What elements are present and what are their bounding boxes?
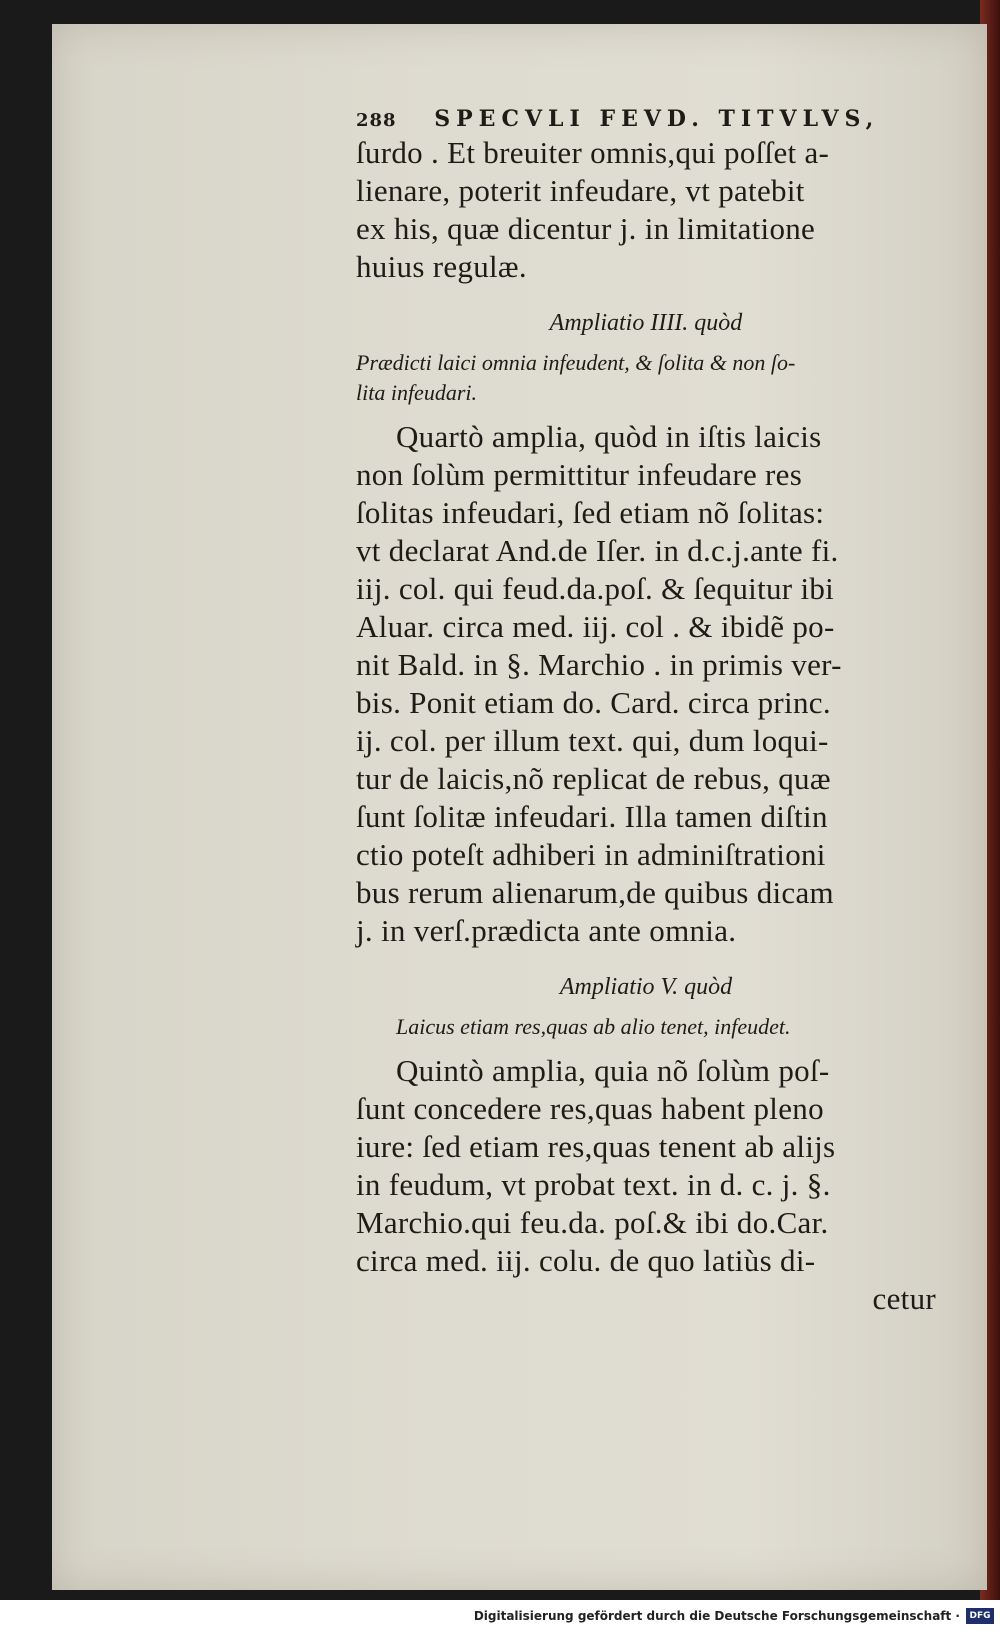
section-body xyxy=(356,1052,936,1318)
text-line: ſolitas infeudari, ſed etiam nõ ſolitas: xyxy=(356,495,825,530)
dfg-logo-icon: DFG xyxy=(966,1608,994,1624)
text-line: nit Bald. in §. Marchio . in primis ver- xyxy=(356,647,842,682)
text-line: ctio poteſt adhiberi in adminiſtrationi xyxy=(356,837,826,872)
section-heading: Ampliatio IIII. quòd xyxy=(549,310,743,336)
text-line: Quartò amplia, quòd in iſtis laicis xyxy=(396,419,822,454)
text-line: bus rerum alienarum,de quibus dicam xyxy=(356,875,834,910)
running-title: SPECVLI FEVD. TITVLVS, xyxy=(434,106,880,132)
funding-credit: Digitalisierung gefördert durch die Deutsche Forschungsgemeinschaft · xyxy=(473,1609,960,1623)
text-line: Marchio.qui feu.da. poſ.& ibi do.Car. xyxy=(356,1205,829,1240)
text-line: ex his, quæ dicentur j. in limitatione xyxy=(356,211,816,246)
page-text xyxy=(356,104,936,1318)
text-line: non ſolùm permittitur infeudare res xyxy=(356,457,803,492)
summary-line: Prædicti laici omnia infeudent, & ſolita & non ſo- xyxy=(356,350,796,375)
text-line: circa med. iij. colu. de quo latiùs di- xyxy=(356,1243,816,1278)
text-line: Quintò amplia, quia nõ ſolùm poſ- xyxy=(396,1053,830,1088)
summary-line: lita infeudari. xyxy=(356,380,477,405)
text-line: huius regulæ. xyxy=(356,249,527,284)
summary-line: Laicus etiam res,quas ab alio tenet, infeudet. xyxy=(396,1014,791,1039)
text-line: tur de laicis,nõ replicat de rebus, quæ xyxy=(356,761,831,796)
section-body xyxy=(356,418,936,950)
text-line: vt declarat And.de Iſer. in d.c.j.ante fi. xyxy=(356,533,839,568)
section-summary xyxy=(356,1012,936,1042)
digitization-footer xyxy=(0,1600,1000,1634)
running-header xyxy=(356,104,936,134)
text-line: iij. col. qui feud.da.poſ. & ſequitur ibi xyxy=(356,571,835,606)
section-heading: Ampliatio V. quòd xyxy=(559,974,733,1000)
text-line: in feudum, vt probat text. in d. c. j. §. xyxy=(356,1167,831,1202)
text-line: ſunt concedere res,quas habent pleno xyxy=(356,1091,824,1126)
paragraph-continuation xyxy=(356,134,936,286)
text-line: Aluar. circa med. iij. col . & ibidẽ po- xyxy=(356,609,835,644)
text-line: ſurdo . Et breuiter omnis,qui poſſet a- xyxy=(356,135,830,170)
text-line: bis. Ponit etiam do. Card. circa princ. xyxy=(356,685,831,720)
page-number: 288 xyxy=(356,110,397,131)
text-line: j. in verſ.prædicta ante omnia. xyxy=(356,913,737,948)
catchword: cetur xyxy=(872,1281,936,1316)
text-line: ij. col. per illum text. qui, dum loqui- xyxy=(356,723,829,758)
text-line: iure: ſed etiam res,quas tenent ab alijs xyxy=(356,1129,836,1164)
text-line: ſunt ſolitæ infeudari. Illa tamen diſtin xyxy=(356,799,828,834)
text-line: lienare, poterit infeudare, vt patebit xyxy=(356,173,805,208)
section-summary xyxy=(356,348,936,408)
